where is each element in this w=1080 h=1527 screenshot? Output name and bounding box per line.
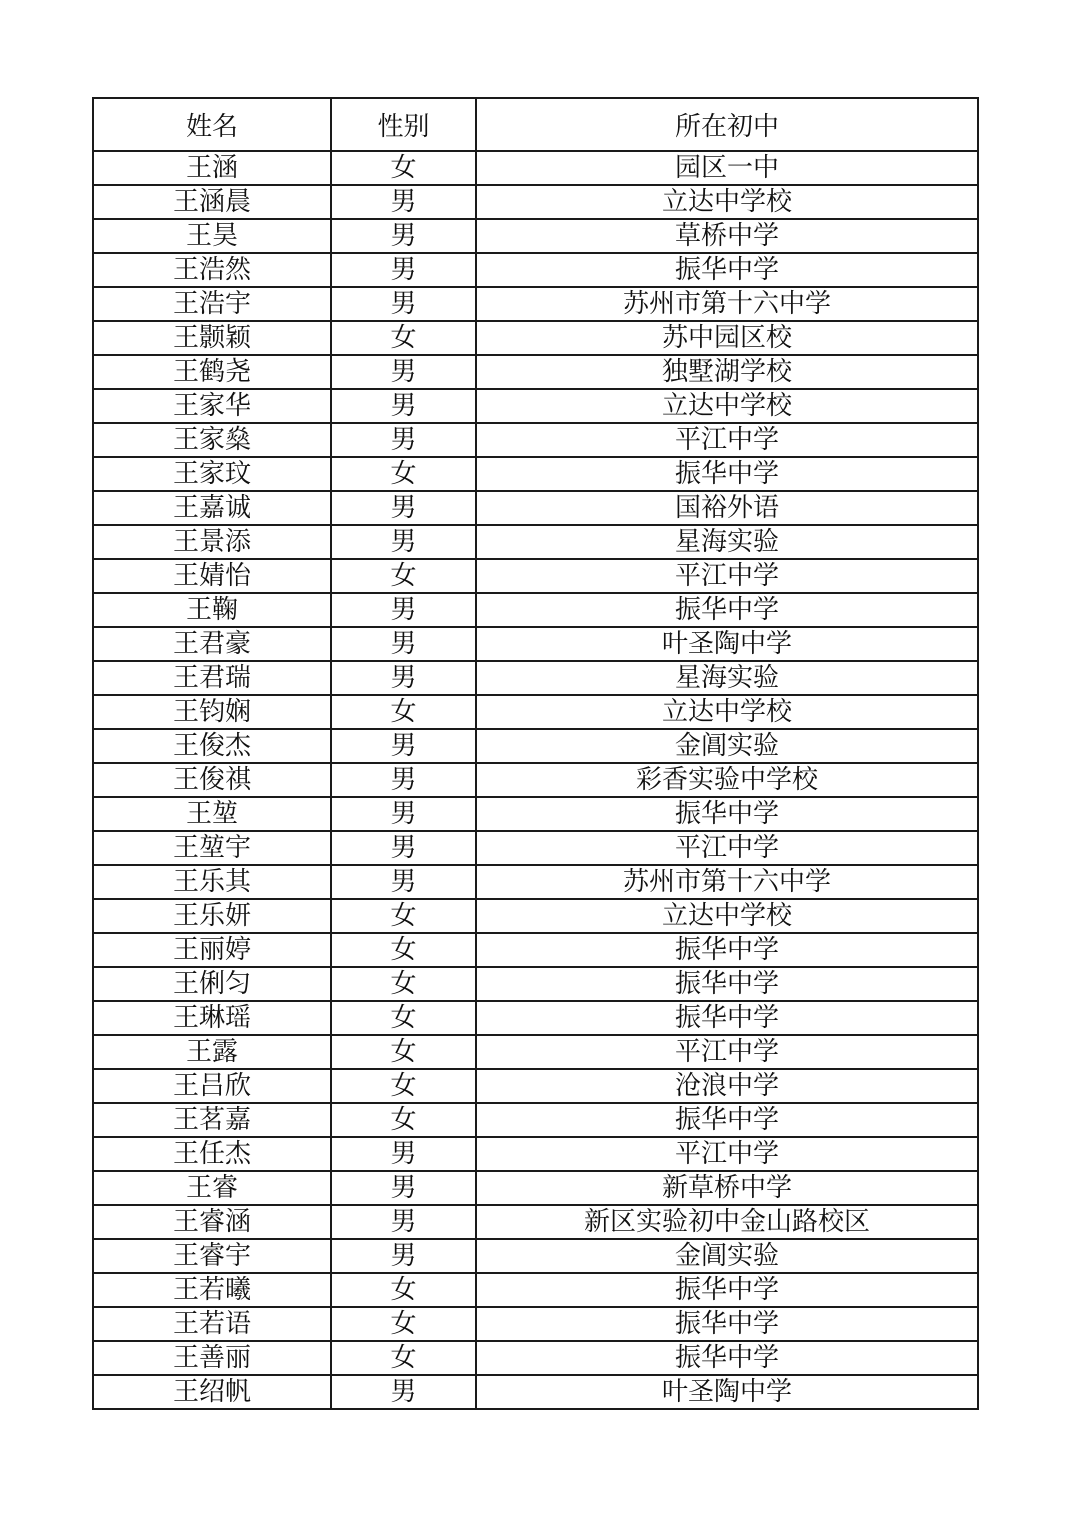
- cell-gender: 男: [331, 729, 476, 763]
- table-row: [93, 593, 978, 627]
- table-row: [93, 457, 978, 491]
- table-row: [93, 899, 978, 933]
- table-row: [93, 1205, 978, 1239]
- cell-school: 立达中学校: [476, 185, 978, 219]
- cell-gender: 男: [331, 865, 476, 899]
- cell-school: 星海实验: [476, 525, 978, 559]
- cell-gender: 男: [331, 661, 476, 695]
- cell-school: 苏州市第十六中学: [476, 865, 978, 899]
- cell-name: 王家玟: [93, 457, 331, 491]
- cell-school: 振华中学: [476, 457, 978, 491]
- cell-gender: 女: [331, 1307, 476, 1341]
- cell-school: 独墅湖学校: [476, 355, 978, 389]
- cell-school: 苏州市第十六中学: [476, 287, 978, 321]
- table-row: [93, 1171, 978, 1205]
- cell-name: 王昊: [93, 219, 331, 253]
- table-row: [93, 151, 978, 185]
- cell-name: 王俊祺: [93, 763, 331, 797]
- cell-school: 新区实验初中金山路校区: [476, 1205, 978, 1239]
- table-row: [93, 933, 978, 967]
- cell-gender: 男: [331, 185, 476, 219]
- cell-name: 王婧怡: [93, 559, 331, 593]
- cell-gender: 女: [331, 933, 476, 967]
- cell-gender: 女: [331, 1001, 476, 1035]
- cell-name: 王家华: [93, 389, 331, 423]
- cell-school: 振华中学: [476, 933, 978, 967]
- cell-name: 王浩然: [93, 253, 331, 287]
- cell-name: 王君瑞: [93, 661, 331, 695]
- table-row: [93, 287, 978, 321]
- cell-name: 王丽婷: [93, 933, 331, 967]
- cell-name: 王睿宇: [93, 1239, 331, 1273]
- cell-name: 王堃宇: [93, 831, 331, 865]
- cell-name: 王吕欣: [93, 1069, 331, 1103]
- cell-gender: 女: [331, 1103, 476, 1137]
- cell-name: 王涵: [93, 151, 331, 185]
- table-row: [93, 695, 978, 729]
- cell-school: 金阊实验: [476, 729, 978, 763]
- cell-school: 立达中学校: [476, 389, 978, 423]
- cell-school: 平江中学: [476, 559, 978, 593]
- cell-name: 王善丽: [93, 1341, 331, 1375]
- table-row: [93, 1239, 978, 1273]
- table-row: [93, 1307, 978, 1341]
- table-row: [93, 865, 978, 899]
- table-row: [93, 627, 978, 661]
- table-row: [93, 831, 978, 865]
- cell-name: 王任杰: [93, 1137, 331, 1171]
- cell-gender: 男: [331, 593, 476, 627]
- cell-school: 草桥中学: [476, 219, 978, 253]
- cell-name: 王嘉诚: [93, 491, 331, 525]
- cell-school: 振华中学: [476, 1001, 978, 1035]
- cell-gender: 男: [331, 389, 476, 423]
- table-row: [93, 1103, 978, 1137]
- table-row: [93, 389, 978, 423]
- cell-school: 立达中学校: [476, 695, 978, 729]
- cell-gender: 女: [331, 1341, 476, 1375]
- cell-school: 新草桥中学: [476, 1171, 978, 1205]
- table-row: [93, 355, 978, 389]
- table-row: [93, 1035, 978, 1069]
- cell-name: 王乐妍: [93, 899, 331, 933]
- table-row: [93, 1341, 978, 1375]
- table-row: [93, 797, 978, 831]
- cell-gender: 女: [331, 559, 476, 593]
- cell-school: 振华中学: [476, 253, 978, 287]
- table-row: [93, 525, 978, 559]
- cell-gender: 男: [331, 525, 476, 559]
- cell-gender: 女: [331, 151, 476, 185]
- cell-gender: 女: [331, 1035, 476, 1069]
- student-roster-table: [92, 97, 979, 1410]
- cell-school: 彩香实验中学校: [476, 763, 978, 797]
- table-row: [93, 423, 978, 457]
- cell-name: 王若曦: [93, 1273, 331, 1307]
- cell-name: 王鹤尧: [93, 355, 331, 389]
- cell-gender: 男: [331, 763, 476, 797]
- table-row: [93, 729, 978, 763]
- cell-school: 振华中学: [476, 593, 978, 627]
- table-header: [93, 98, 978, 151]
- cell-gender: 男: [331, 1137, 476, 1171]
- table-row: [93, 1137, 978, 1171]
- cell-school: 平江中学: [476, 1137, 978, 1171]
- table-row: [93, 219, 978, 253]
- table-row: [93, 1069, 978, 1103]
- cell-name: 王俊杰: [93, 729, 331, 763]
- cell-school: 苏中园区校: [476, 321, 978, 355]
- cell-name: 王若语: [93, 1307, 331, 1341]
- cell-school: 振华中学: [476, 797, 978, 831]
- header-name: 姓名: [93, 98, 331, 151]
- cell-gender: 女: [331, 1069, 476, 1103]
- cell-gender: 男: [331, 355, 476, 389]
- cell-gender: 男: [331, 1205, 476, 1239]
- table-row: [93, 1001, 978, 1035]
- cell-school: 国裕外语: [476, 491, 978, 525]
- table-row: [93, 967, 978, 1001]
- cell-name: 王睿涵: [93, 1205, 331, 1239]
- table-row: [93, 491, 978, 525]
- cell-school: 金阊实验: [476, 1239, 978, 1273]
- cell-name: 王钧娴: [93, 695, 331, 729]
- cell-school: 沧浪中学: [476, 1069, 978, 1103]
- cell-gender: 女: [331, 695, 476, 729]
- cell-school: 振华中学: [476, 1341, 978, 1375]
- cell-gender: 男: [331, 491, 476, 525]
- table-row: [93, 321, 978, 355]
- table-row: [93, 559, 978, 593]
- cell-school: 星海实验: [476, 661, 978, 695]
- header-gender: 性别: [331, 98, 476, 151]
- cell-name: 王露: [93, 1035, 331, 1069]
- cell-school: 园区一中: [476, 151, 978, 185]
- cell-name: 王涵晨: [93, 185, 331, 219]
- cell-name: 王乐其: [93, 865, 331, 899]
- table-row: [93, 1273, 978, 1307]
- cell-name: 王浩宇: [93, 287, 331, 321]
- cell-school: 平江中学: [476, 1035, 978, 1069]
- cell-gender: 女: [331, 967, 476, 1001]
- cell-name: 王琳瑶: [93, 1001, 331, 1035]
- cell-school: 振华中学: [476, 1307, 978, 1341]
- table-row: [93, 763, 978, 797]
- cell-gender: 男: [331, 219, 476, 253]
- header-row: [93, 98, 978, 151]
- cell-name: 王睿: [93, 1171, 331, 1205]
- table-row: [93, 1375, 978, 1409]
- cell-gender: 男: [331, 423, 476, 457]
- cell-name: 王君豪: [93, 627, 331, 661]
- cell-name: 王家燊: [93, 423, 331, 457]
- cell-name: 王堃: [93, 797, 331, 831]
- cell-gender: 男: [331, 797, 476, 831]
- cell-gender: 男: [331, 1171, 476, 1205]
- cell-name: 王茗嘉: [93, 1103, 331, 1137]
- cell-gender: 女: [331, 457, 476, 491]
- table-row: [93, 253, 978, 287]
- cell-school: 振华中学: [476, 1273, 978, 1307]
- cell-school: 振华中学: [476, 1103, 978, 1137]
- cell-gender: 女: [331, 899, 476, 933]
- table-row: [93, 661, 978, 695]
- cell-school: 立达中学校: [476, 899, 978, 933]
- table-body: [93, 151, 978, 1409]
- cell-name: 王绍帆: [93, 1375, 331, 1409]
- table-row: [93, 185, 978, 219]
- cell-gender: 女: [331, 321, 476, 355]
- cell-gender: 男: [331, 287, 476, 321]
- cell-gender: 男: [331, 1239, 476, 1273]
- cell-school: 平江中学: [476, 423, 978, 457]
- cell-school: 振华中学: [476, 967, 978, 1001]
- cell-name: 王鞠: [93, 593, 331, 627]
- cell-name: 王景添: [93, 525, 331, 559]
- cell-gender: 男: [331, 253, 476, 287]
- cell-gender: 女: [331, 1273, 476, 1307]
- cell-school: 叶圣陶中学: [476, 627, 978, 661]
- cell-school: 平江中学: [476, 831, 978, 865]
- cell-gender: 男: [331, 627, 476, 661]
- cell-gender: 男: [331, 831, 476, 865]
- cell-gender: 男: [331, 1375, 476, 1409]
- header-school: 所在初中: [476, 98, 978, 151]
- cell-school: 叶圣陶中学: [476, 1375, 978, 1409]
- cell-name: 王颢颖: [93, 321, 331, 355]
- cell-name: 王俐匀: [93, 967, 331, 1001]
